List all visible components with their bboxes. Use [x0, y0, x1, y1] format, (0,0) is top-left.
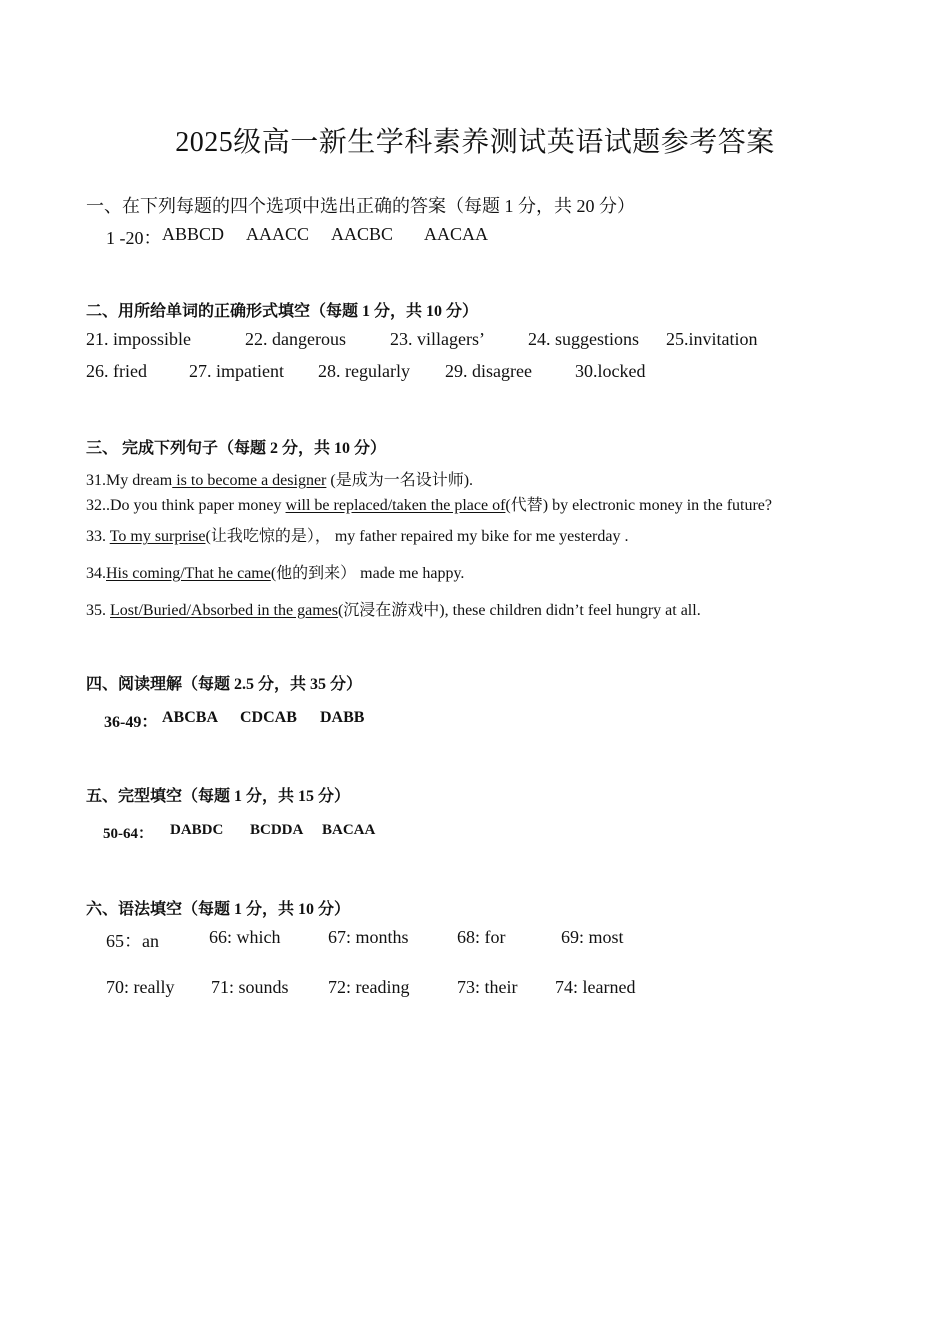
sentence-33-prefix: 33.: [86, 528, 110, 545]
section3-heading: 三、 完成下列句子（每题 2 分，共 10 分）: [86, 440, 387, 457]
section2-heading: 二、用所给单词的正确形式填空（每题 1 分，共 10 分）: [86, 303, 479, 320]
answer-28: 28. regularly: [318, 361, 410, 381]
answer-72: 72: reading: [328, 977, 410, 997]
answer-30: 30.locked: [575, 361, 646, 381]
sentence-35: [86, 597, 701, 620]
section1-answers: [106, 224, 162, 250]
section4-group-1: ABCBA: [162, 709, 219, 726]
section4-group-2: CDCAB: [240, 709, 297, 726]
answer-74: 74: learned: [555, 977, 636, 997]
section6-heading: 六、语法填空（每题 1 分，共 10 分）: [86, 901, 351, 918]
sentence-32-answer: will be replaced/taken the place of: [285, 497, 506, 514]
sentence-34-prefix: 34.: [86, 565, 106, 582]
section5-group-2: BCDDA: [250, 822, 304, 838]
section5-heading: 五、完型填空（每题 1 分，共 15 分）: [86, 788, 351, 805]
sentence-31-prefix: 31.My dream: [86, 472, 173, 489]
answer-23: 23. villagers’: [390, 329, 485, 349]
answer-71: 71: sounds: [211, 977, 289, 997]
section5-group-1: DABDC: [170, 822, 224, 838]
sentence-34: [86, 560, 464, 583]
section5-range: 50-64：: [103, 826, 153, 842]
sentence-35-prefix: 35.: [86, 602, 110, 619]
sentence-33: [86, 523, 628, 546]
answer-69: 69: most: [561, 927, 624, 947]
sentence-34-suffix: (他的到来） made me happy.: [270, 565, 465, 582]
section4-range: 36-49：: [104, 714, 158, 731]
answer-27: 27. impatient: [189, 361, 284, 381]
section1-group-1: ABBCD: [162, 224, 225, 244]
sentence-33-answer: To my surprise: [109, 528, 206, 545]
section4-group-3: DABB: [320, 709, 365, 726]
answer-26: 26. fried: [86, 361, 147, 381]
answer-66: 66: which: [209, 927, 281, 947]
sentence-32-prefix: 32..Do you think paper money: [86, 497, 286, 514]
sentence-35-suffix: (沉浸在游戏中), these children didn’t feel hungry at all.: [337, 602, 701, 619]
sentence-31-answer: is to become a designer: [172, 472, 327, 489]
section1-heading: 一、在下列每题的四个选项中选出正确的答案（每题 1 分，共 20 分）: [86, 196, 635, 216]
sentence-33-suffix: (让我吃惊的是）， my father repaired my bike for me yesterday .: [205, 528, 629, 545]
answer-24: 24. suggestions: [528, 329, 640, 349]
page-title: 2025级高一新生学科素养测试英语试题参考答案: [175, 127, 775, 158]
section4-heading: 四、阅读理解（每题 2.5 分，共 35 分）: [86, 676, 363, 693]
answer-21: 21. impossible: [86, 329, 192, 349]
section1-group-3: AACBC: [331, 224, 394, 244]
sentence-34-answer: His coming/That he came: [106, 565, 271, 582]
answer-67: 67: months: [328, 927, 409, 947]
answer-25: 25.invitation: [666, 329, 758, 349]
sentence-32-suffix: (代替) by electronic money in the future?: [505, 497, 772, 514]
answer-73: 73: their: [457, 977, 518, 997]
sentence-31-suffix: (是成为一名设计师).: [326, 472, 474, 489]
answer-22: 22. dangerous: [245, 329, 346, 349]
answer-68: 68: for: [457, 927, 506, 947]
answer-29: 29. disagree: [445, 361, 532, 381]
answer-70: 70: really: [106, 977, 175, 997]
section5-group-3: BACAA: [322, 822, 376, 838]
answer-65: 65：an: [106, 931, 159, 951]
sentence-31: [86, 467, 473, 490]
section1-group-4: AACAA: [424, 224, 489, 244]
section1-group-2: AAACC: [246, 224, 310, 244]
sentence-32: [86, 492, 772, 515]
section1-range: 1 -20：: [106, 228, 162, 248]
sentence-35-answer: Lost/Buried/Absorbed in the games: [110, 602, 338, 619]
